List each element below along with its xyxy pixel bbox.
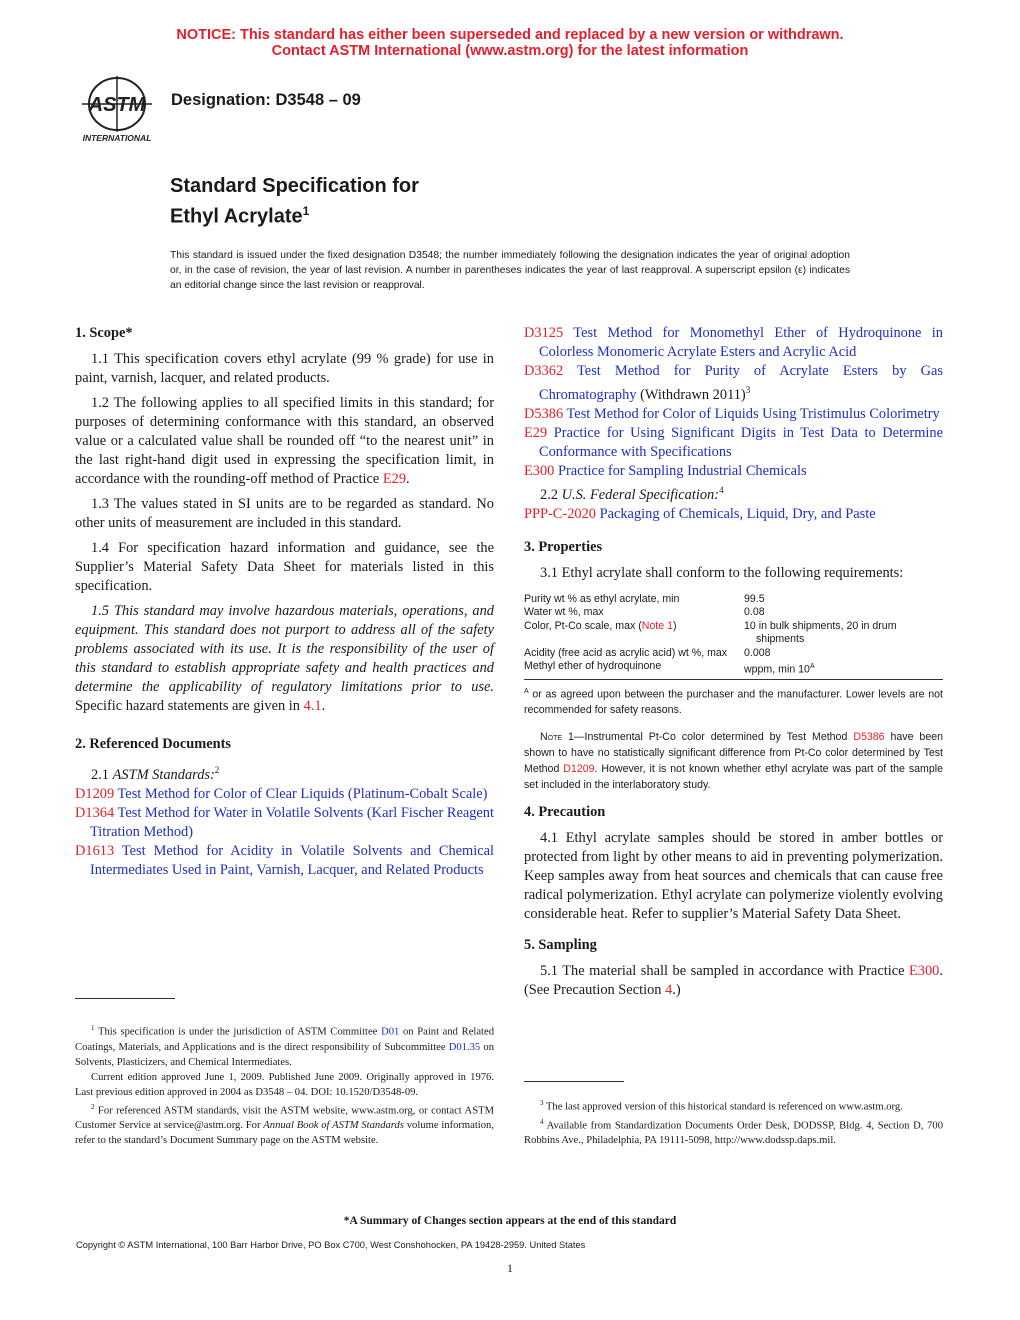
table-cell-property: Acidity (free acid as acrylic acid) wt %, max [524,646,728,659]
ref-code[interactable]: D3125 [524,325,564,341]
ref-footnote-3[interactable]: 3 [745,385,751,395]
ref-item[interactable] [524,405,943,424]
table-cell-value: 10 in bulk shipments, 20 in drum shipments [744,619,897,646]
table-row [524,593,943,607]
table-row [524,606,943,620]
refdocs-2-1 [75,761,494,785]
footnote-1-text-b: on Paint and Related Coatings, Materials, and Applications and is the direct responsibility of Subcommittee [75,1026,494,1053]
link-d01[interactable]: D01 [381,1026,400,1038]
ref-item[interactable] [75,842,494,880]
refdocs-2-2 [524,481,943,505]
note-1 [524,729,943,793]
title-line-1: Standard Specification for [170,175,419,197]
link-note-1[interactable]: Note 1 [641,619,673,632]
link-section-4[interactable]: 4 [665,981,673,998]
copyright: Copyright © ASTM International, 100 Barr Harbor Drive, PO Box C700, West Conshohocken, PA 19428-2959. United States [76,1240,586,1250]
section-scope-heading: 1. Scope* [75,325,133,341]
footnote-1-text-a: This specification is under the jurisdiction of ASTM Committee [94,1026,382,1038]
scope-1-4: 1.4 For specification hazard information and guidance, see the Supplier’s Material Safety Data Sheet for materials listed in this specification. [75,540,494,594]
refdocs-2-1-sup[interactable]: 2 [214,765,220,775]
link-d5386[interactable]: D5386 [853,730,885,743]
sampling-text: 5.1 The material shall be sampled in accordance with Practice [540,962,909,979]
footnote-4-text: Available from Standardization Documents Order Desk, DODSSP, Bldg. 4, Section D, 700 Robbins Ave., Philadelphia, PA 19111-5098, http://www.dodssp.daps.mil. [524,1120,943,1147]
designation: Designation: D3548 – 09 [171,91,361,109]
footnote-3 [524,1096,943,1115]
footnote-1-text-c: on Solvents, Plasticizers, and Chemical Intermediates. [75,1041,494,1068]
table-cell-value: 0.08 [744,606,765,619]
table-footnote-marker: A [524,688,529,696]
scope-1-2-text: 1.2 The following applies to all specified limits in this standard; for purposes of determining conformance with this standard, an observed value or a calculated value shall be rounded off “to the nearest unit” in the last right-hand digit used in expressing the specification limit, in accordance with the rounding-off method of Practice [75,395,494,487]
page-number: 1 [507,1261,513,1275]
scope-1-1: 1.1 This specification covers ethyl acrylate (99 % grade) for use in paint, varnish, lacquer, and related products. [75,351,494,386]
ref-title[interactable]: Test Method for Color of Liquids Using Tristimulus Colorimetry [563,405,940,422]
property-text: Color, Pt-Co scale, max ( [524,619,642,632]
table-cell-value: 0.008 [744,646,771,659]
section-properties-heading: 3. Properties [524,538,603,555]
refdocs-2-2-label: U.S. Federal Specification: [561,486,720,503]
footnote-2-marker: 2 [91,1102,95,1111]
logo-subtext: INTERNATIONAL [82,133,152,143]
note-1-text-b: have been shown to have no statistically significant difference from Pt-Co color determined by Test Method [524,730,943,775]
summary-notice: *A Summary of Changes section appears at the end of this standard [343,1215,677,1227]
footnote-4 [524,1115,943,1149]
property-text-end: ) [672,619,677,632]
sampling-text-end: .) [672,981,681,998]
ref-title[interactable]: Packaging of Chemicals, Liquid, Dry, and Paste [595,505,876,522]
scope-1-5 [75,602,494,716]
logo-text: ASTM [88,94,146,116]
properties-3-1: 3.1 Ethyl acrylate shall conform to the following requirements: [540,564,904,581]
ref-code[interactable]: D1613 [75,842,115,859]
footnote-3-text: The last approved version of this historical standard is referenced on www.astm.org. [543,1101,903,1113]
intro-paragraph: This standard is issued under the fixed designation D3548; the number immediately following the designation indicates the year of original adoption or, in the case of revision, the year of last revision. A number in parentheses indicates the year of last reapproval. A superscript epsilon (ε) indicates an editorial change since the last revision or reapproval. [170,250,850,291]
footnote-2 [75,1100,494,1149]
link-e29[interactable]: E29 [382,471,407,487]
table-cell-value: 99.5 [744,592,765,605]
table-row [524,620,943,647]
footnote-1 [75,1021,494,1070]
refdocs-2-2-num: 2.2 [540,486,562,503]
ref-item-federal[interactable] [524,505,943,524]
properties-table [524,593,943,678]
ref-code[interactable]: E300 [524,462,555,479]
footnote-rule [524,1081,624,1082]
right-column [524,324,943,1000]
note-1-label: Note 1 [540,730,574,743]
ref-item[interactable] [524,362,943,405]
ref-item[interactable] [75,804,494,842]
ref-title[interactable]: Test Method for Acidity in Volatile Solvents and Chemical Intermediates Used in Paint, Varnish, Lacquer, and Related Products [90,842,494,878]
scope-1-5-italic: 1.5 This standard may involve hazardous materials, operations, and equipment. This standard does not purport to address all of the safety problems associated with its use. It is the responsibility of the user of this standard to establish appropriate safety and health practices and determine the applicability of regulatory limitations prior to use. [75,603,494,695]
left-footnotes [75,998,494,1148]
ref-code[interactable]: D5386 [524,405,564,422]
scope-1-2-end: . [406,471,410,487]
notice-banner [0,27,1020,59]
table-cell-property: Water wt %, max [524,606,604,619]
ref-title[interactable]: Practice for Sampling Industrial Chemicals [554,462,807,479]
astm-logo [76,74,158,144]
footnote-rule [75,998,175,999]
table-row [524,647,943,661]
section-precaution-heading: 4. Precaution [524,803,606,820]
ref-item[interactable] [524,424,943,462]
note-1-text-c: . However, it is not known whether ethyl acrylate was part of the sample set included in the interlaboratory study. [524,762,943,791]
table-cell-property: Purity wt % as ethyl acrylate, min [524,592,680,605]
link-d1209[interactable]: D1209 [563,762,595,775]
title-line-2: Ethyl Acrylate [170,205,303,228]
table-footnote [524,684,943,718]
ref-withdrawn: (Withdrawn 2011) [636,386,746,403]
scope-1-2 [75,394,494,489]
refdocs-2-1-num: 2.1 [91,766,113,783]
sampling-text-mid: . (See Precaution Section [524,962,943,998]
footnote-4-marker: 4 [540,1117,544,1126]
section-refdocs-heading: 2. Referenced Documents [75,736,231,752]
notice-line-2: Contact ASTM International (www.astm.org) for the latest information [271,43,749,59]
link-e300[interactable]: E300 [909,962,940,979]
ref-title[interactable]: Test Method for Monomethyl Ether of Hydroquinone in Colorless Monomeric Acrylate Esters and Acrylic Acid [539,325,943,360]
table-row [524,660,943,677]
scope-1-3: 1.3 The values stated in SI units are to be regarded as standard. No other units of measurement are included in this standard. [75,496,494,531]
table-cell-property [524,620,744,647]
scope-1-5-end: . [321,698,326,714]
table-rule [524,679,943,680]
value-sup: A [809,663,815,671]
left-column [75,324,494,880]
table-cell-value [744,660,943,677]
ref-item[interactable] [524,462,943,481]
refdocs-2-1-label: ASTM Standards: [112,766,215,783]
precaution-4-1: 4.1 Ethyl acrylate samples should be stored in amber bottles or protected from light by other means to aid in preventing polymerization. Keep samples away from heat sources and chemicals that can cause free radical polymerization. Ethyl acrylate can polymerize violently evolving considerable heat. Refer to supplier’s Material Safety Data Sheet. [524,829,943,922]
link-4-1[interactable]: 4.1 [303,698,322,714]
footnote-3-marker: 3 [540,1099,544,1107]
ref-code[interactable]: D1364 [75,804,115,821]
ref-title[interactable]: Test Method for Purity of Acrylate Esters by Gas Chromatography [539,363,943,403]
astm-logo-icon [76,74,158,144]
footnote-1-marker: 1 [91,1024,95,1032]
ref-title[interactable]: Test Method for Water in Volatile Solvents (Karl Fischer Reagent Titration Method) [90,804,494,840]
right-footnotes [524,1081,943,1148]
ref-code[interactable]: PPP-C-2020 [524,505,596,522]
title-footnote-ref[interactable]: 1 [302,204,310,218]
notice-line-1: NOTICE: This standard has either been superseded and replaced by a new version or withdrawn. [176,27,844,43]
value-text: wppm, min 10 [744,663,810,676]
link-d01-35[interactable]: D01.35 [448,1041,481,1053]
ref-title[interactable]: Test Method for Color of Clear Liquids (Platinum-Cobalt Scale) [114,785,488,802]
footnote-2-text-a: For referenced ASTM standards, visit the ASTM website, www.astm.org, or contact ASTM Customer Service at service@astm.org. For [75,1105,494,1132]
ref-title[interactable]: Practice for Using Significant Digits in Test Data to Determine Conformance with Specifications [539,424,943,460]
footnote-2-text-b: volume information, refer to the standard’s Document Summary page on the ASTM website. [75,1120,494,1147]
ref-code[interactable]: D3362 [524,363,564,379]
ref-item[interactable] [524,324,943,362]
sampling-5-1 [524,962,943,1000]
table-cell-property: Methyl ether of hydroquinone [524,660,662,673]
table-footnote-text: or as agreed upon between the purchaser and the manufacturer. Lower levels are not recommended for safety reasons. [524,688,943,716]
footnote-2-italic: Annual Book of ASTM Standards [263,1120,404,1132]
footnote-1-edition: Current edition approved June 1, 2009. Published June 2009. Originally approved in 1976. Last previous edition approved in 2004 as D3548 – 04. DOI: 10.1520/D3548-09. [75,1071,494,1098]
note-1-text-a: —Instrumental Pt-Co color determined by Test Method [573,730,854,743]
ref-code[interactable]: E29 [524,424,548,441]
refdocs-2-2-sup[interactable]: 4 [719,484,724,495]
ref-code[interactable]: D1209 [75,785,115,802]
section-sampling-heading: 5. Sampling [524,936,597,953]
ref-item[interactable] [75,785,494,804]
document-title [170,174,419,230]
scope-1-5-rest: Specific hazard statements are given in [75,698,304,714]
